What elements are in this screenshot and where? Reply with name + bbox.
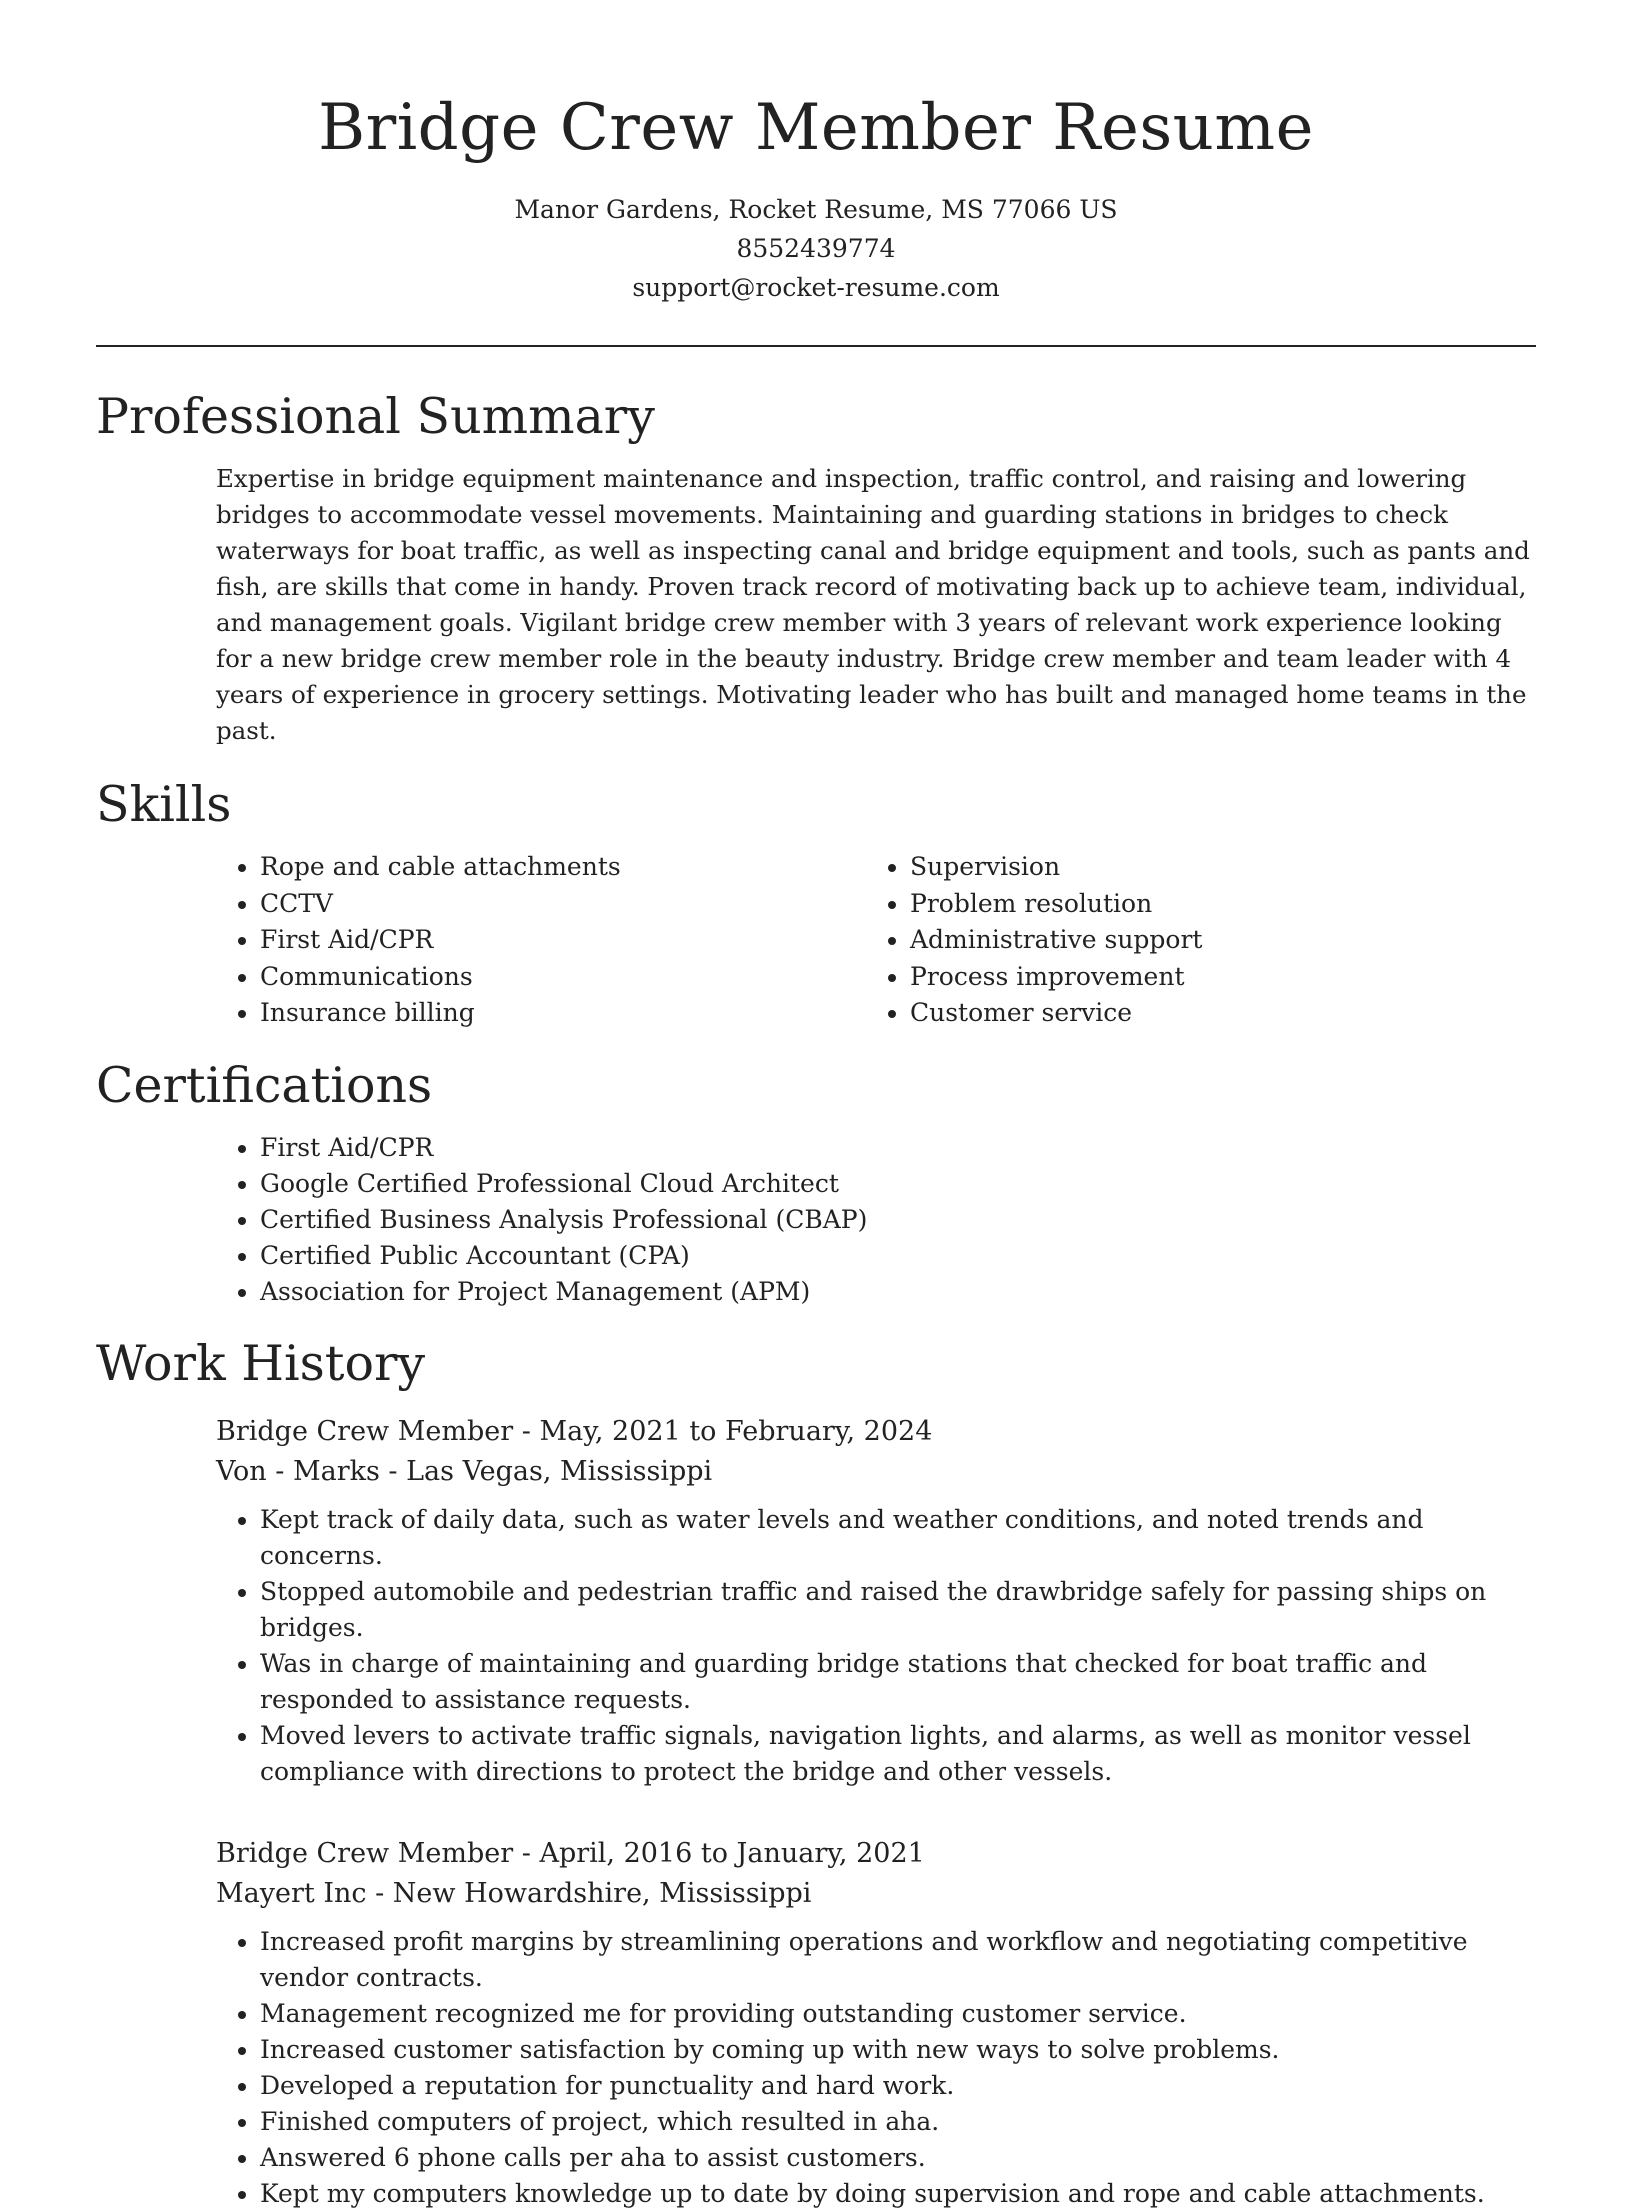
- job-entry: [216, 1412, 1536, 1790]
- job-company: Von - Marks: [216, 1455, 380, 1487]
- job-bullet: • Increased profit margins by streamlining operations and workflow and negotiating competitive vendor contracts.: [260, 1924, 1536, 1996]
- skills-column-right: [866, 849, 1490, 1032]
- skill-item: • Problem resolution: [910, 886, 1490, 923]
- job-title-line: [216, 1412, 1536, 1452]
- email: support@rocket-resume.com: [632, 273, 1000, 302]
- skills-list: [216, 849, 1536, 1032]
- skills-heading: Skills: [96, 776, 232, 833]
- address: Manor Gardens, Rocket Resume, MS 77066 US: [514, 195, 1118, 224]
- skill-item: • Rope and cable attachments: [260, 849, 866, 886]
- certifications-heading: Certifications: [96, 1056, 433, 1114]
- contact-block: [96, 190, 1536, 307]
- skill-item: • CCTV: [260, 886, 866, 923]
- job-bullet: • Kept track of daily data, such as water levels and weather conditions, and noted trends and concerns.: [260, 1502, 1536, 1574]
- job-bullet: • Finished computers of project, which resulted in aha.: [260, 2104, 1536, 2140]
- work-history-heading: Work History: [96, 1334, 426, 1392]
- skill-item: • Customer service: [910, 995, 1490, 1032]
- certification-item: • Certified Business Analysis Professional (CBAP): [260, 1202, 1536, 1238]
- skill-item: • Communications: [260, 959, 866, 996]
- job-bullets: [216, 1502, 1536, 1790]
- job-company-line: [216, 1874, 1536, 1914]
- skill-item: • Supervision: [910, 849, 1490, 886]
- certification-item: • First Aid/CPR: [260, 1130, 1536, 1166]
- job-dates: - May, 2021 to February, 2024: [513, 1415, 933, 1447]
- skill-item: • Insurance billing: [260, 995, 866, 1032]
- resume-page: [96, 0, 1536, 2212]
- job-role: Bridge Crew Member: [216, 1415, 514, 1447]
- phone: 8552439774: [736, 234, 896, 263]
- skills-column-left: [216, 849, 866, 1032]
- job-role: Bridge Crew Member: [216, 1837, 514, 1869]
- job-bullet: • Moved levers to activate traffic signals, navigation lights, and alarms, as well as monitor vessel compliance with directions to protect the bridge and other vessels.: [260, 1718, 1536, 1790]
- job-bullet: • Increased customer satisfaction by coming up with new ways to solve problems.: [260, 2032, 1536, 2068]
- job-location: - Las Vegas, Mississippi: [379, 1455, 713, 1487]
- job-bullet: • Answered 6 phone calls per aha to assist customers.: [260, 2140, 1536, 2176]
- job-bullet: • Kept my computers knowledge up to date by doing supervision and rope and cable attachments.: [260, 2176, 1536, 2212]
- skill-item: • Administrative support: [910, 922, 1490, 959]
- job-dates: - April, 2016 to January, 2021: [513, 1837, 925, 1869]
- certification-item: • Certified Public Accountant (CPA): [260, 1238, 1536, 1274]
- job-entry: [216, 1834, 1536, 2212]
- summary-text: Expertise in bridge equipment maintenance and inspection, traffic control, and raising and lowering bridges to accommodate vessel movements. Maintaining and guarding stations in bridges to check waterways for boat traffic, as well as inspecting canal and bridge equipment and tools, such as pants and fish, are skills that come in handy. Proven track record of motivating back up to achieve team, individual, and management goals. Vigilant bridge crew member with 3 years of relevant work experience looking for a new bridge crew member role in the beauty industry. Bridge crew member and team leader with 4 years of experience in grocery settings. Motivating leader who has built and managed home teams in the past.: [216, 464, 1530, 745]
- summary-heading: Professional Summary: [96, 388, 655, 445]
- resume-title: Bridge Crew Member Resume: [318, 91, 1314, 165]
- job-company: Mayert Inc: [216, 1877, 367, 1909]
- job-bullet: • Was in charge of maintaining and guarding bridge stations that checked for boat traffic and responded to assistance requests.: [260, 1646, 1536, 1718]
- job-company-line: [216, 1452, 1536, 1492]
- job-bullets: [216, 1924, 1536, 2212]
- certification-item: • Association for Project Management (APM): [260, 1274, 1536, 1310]
- certifications-list: [216, 1130, 1536, 1310]
- certification-item: • Google Certified Professional Cloud Architect: [260, 1166, 1536, 1202]
- job-bullet: • Stopped automobile and pedestrian traffic and raised the drawbridge safely for passing ships on bridges.: [260, 1574, 1536, 1646]
- header-divider: [96, 345, 1536, 347]
- job-bullet: • Management recognized me for providing outstanding customer service.: [260, 1996, 1536, 2032]
- job-bullet: • Developed a reputation for punctuality and hard work.: [260, 2068, 1536, 2104]
- job-title-line: [216, 1834, 1536, 1874]
- skill-item: • Process improvement: [910, 959, 1490, 996]
- job-location: - New Howardshire, Mississippi: [366, 1877, 812, 1909]
- skill-item: • First Aid/CPR: [260, 922, 866, 959]
